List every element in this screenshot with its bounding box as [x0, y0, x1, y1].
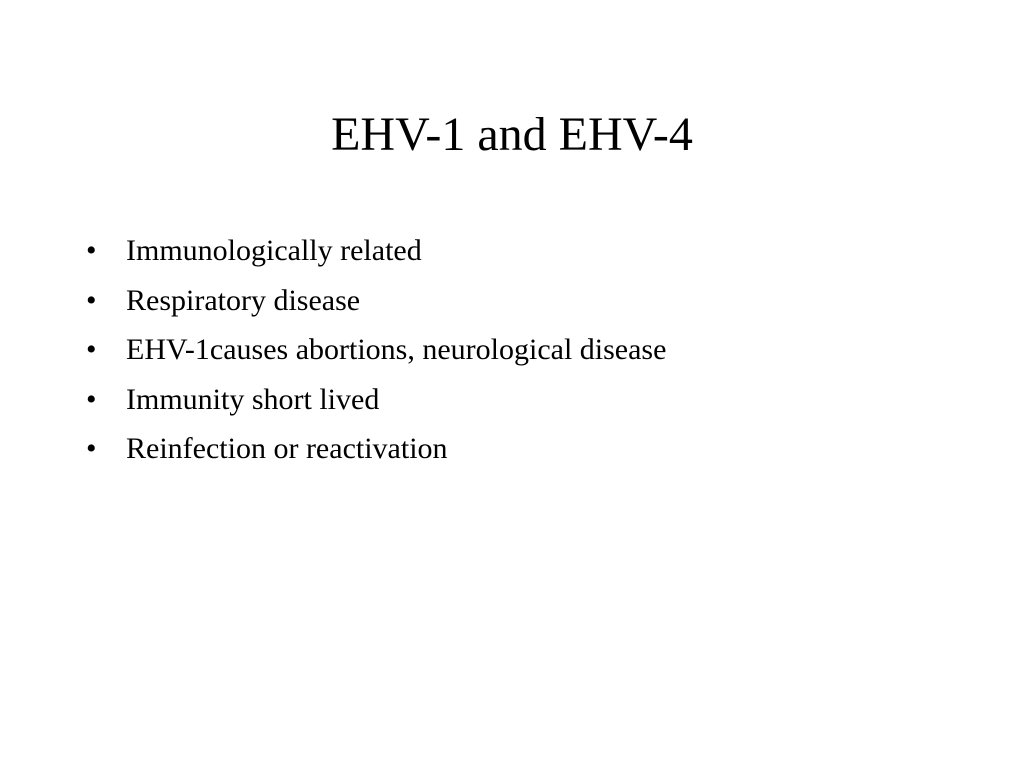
- bullet-item: [86, 276, 966, 326]
- bullet-icon: •: [86, 432, 97, 465]
- bullet-icon: •: [86, 283, 97, 317]
- bullet-item: [86, 226, 966, 276]
- bullet-text: Respiratory disease: [126, 283, 361, 317]
- bullet-icon: •: [86, 234, 97, 267]
- slide-title: EHV-1 and EHV-4: [331, 108, 693, 161]
- bullet-list: [86, 226, 966, 474]
- bullet-item: [86, 375, 966, 425]
- bullet-text: Reinfection or reactivation: [126, 432, 448, 465]
- bullet-text: Immunity short lived: [126, 382, 380, 416]
- bullet-icon: •: [86, 382, 97, 416]
- bullet-item: [86, 424, 966, 474]
- bullet-text: EHV-1causes abortions, neurological disease: [126, 333, 667, 366]
- bullet-item: [86, 325, 966, 375]
- bullet-icon: •: [86, 333, 97, 366]
- bullet-text: Immunologically related: [126, 234, 422, 267]
